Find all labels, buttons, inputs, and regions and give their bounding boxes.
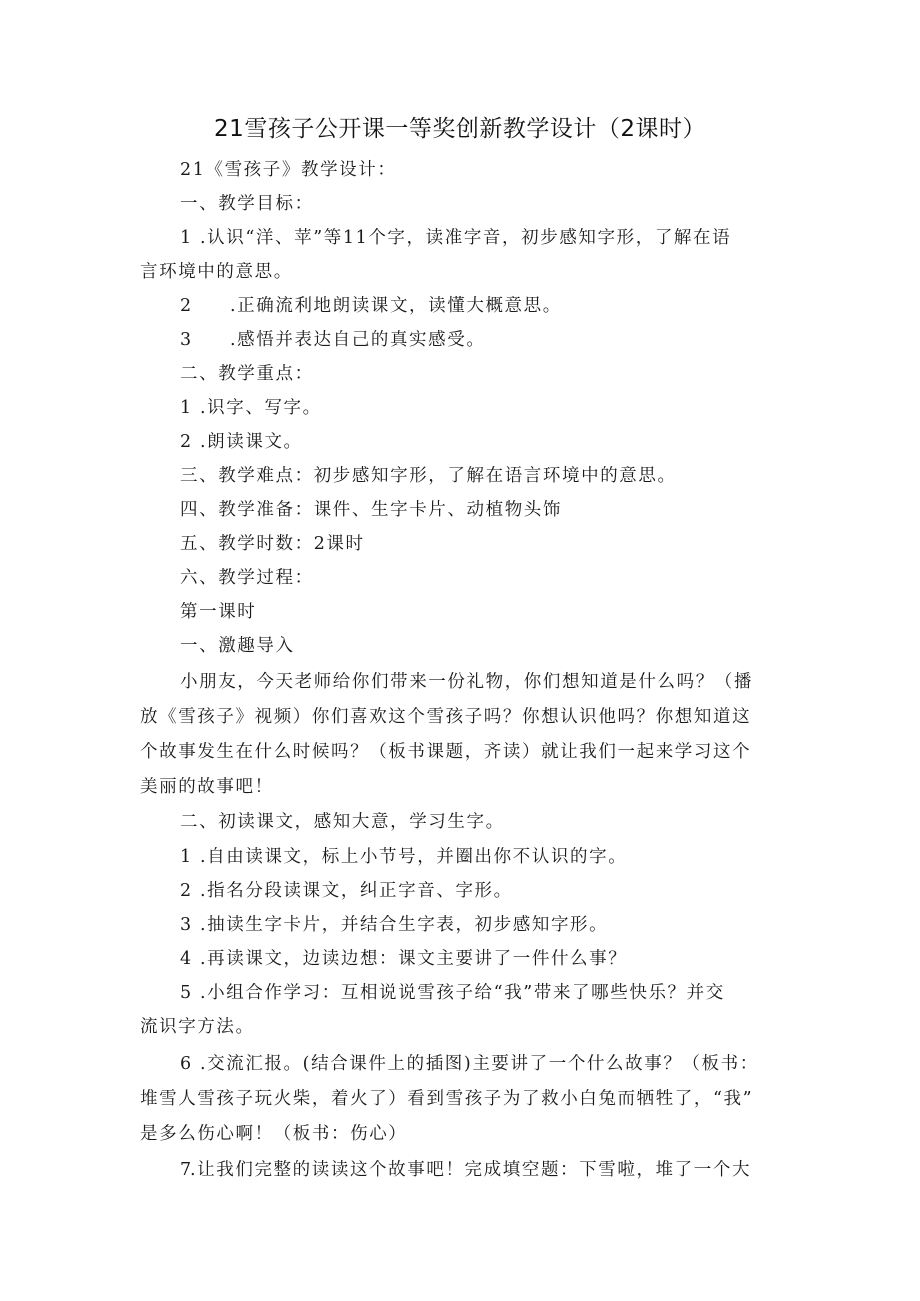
section-heading-key-points: 二、教学重点： (180, 364, 314, 384)
item-text: .认识“洋、苹”等11个字，读准字音，初步感知字形，了解在语 (200, 228, 732, 248)
paragraph-line: 小朋友，今天老师给你们带来一份礼物，你们想知道是什么吗？（播 (180, 672, 753, 692)
step-item-4 (180, 945, 627, 970)
objective-item-1 (180, 224, 731, 249)
step-item-3 (180, 911, 608, 936)
item-text: .小组合作学习：互相说说雪孩子给“我”带来了哪些快乐？并交 (200, 983, 725, 1003)
step-item-1 (180, 843, 627, 868)
step-item-6-continued: 是多么伤心啊！（板书：伤心） (140, 1124, 408, 1144)
objective-item-3 (180, 326, 485, 351)
step-item-5 (180, 979, 725, 1004)
item-text: .识字、写字。 (200, 398, 322, 418)
paragraph-line: 个故事发生在什么时候吗？（板书课题，齐读）就让我们一起来学习这个 (140, 742, 752, 762)
section-process: 六、教学过程： (180, 568, 314, 588)
item-text: .抽读生字卡片，并结合生字表，初步感知字形。 (200, 915, 609, 935)
document-subtitle: 21《雪孩子》教学设计： (180, 160, 397, 180)
item-number: 7 (180, 1160, 193, 1180)
step-item-2 (180, 877, 513, 902)
item-number: 5 (180, 983, 193, 1003)
part-heading-first-reading: 二、初读课文，感知大意，学习生字。 (180, 812, 505, 832)
paragraph-line: 美丽的故事吧！ (140, 777, 274, 797)
item-number: 2 (180, 432, 193, 452)
section-heading-objectives: 一、教学目标： (180, 194, 314, 214)
part-heading-intro: 一、激趣导入 (180, 636, 295, 656)
objective-item-1-continued: 言环境中的意思。 (140, 262, 293, 282)
item-text: .正确流利地朗读课文，读懂大概意思。 (230, 296, 562, 316)
item-number: 1 (180, 228, 193, 248)
paragraph-line: 放《雪孩子》视频）你们喜欢这个雪孩子吗？你想认识他吗？你想知道这 (140, 707, 752, 727)
lesson-heading: 第一课时 (180, 602, 257, 622)
step-item-6 (180, 1050, 759, 1075)
item-number: 1 (180, 398, 193, 418)
key-point-item-2 (180, 428, 303, 453)
item-text: .自由读课文，标上小节号，并圈出你不认识的字。 (200, 847, 628, 867)
item-number: 2 (180, 881, 193, 901)
item-number: 6 (180, 1054, 193, 1074)
item-number: 2 (180, 296, 193, 316)
step-item-5-continued: 流识字方法。 (140, 1017, 255, 1037)
item-text: .感悟并表达自己的真实感受。 (230, 330, 486, 350)
item-number: 3 (180, 915, 193, 935)
item-number: 3 (180, 330, 193, 350)
item-number: 4 (180, 949, 193, 969)
document-title: 21雪孩子公开课一等奖创新教学设计（2课时） (214, 116, 706, 142)
item-text: .朗读课文。 (200, 432, 303, 452)
section-duration: 五、教学时数：2课时 (180, 534, 365, 554)
item-number: 1 (180, 847, 193, 867)
item-text: .再读课文，边读边想：课文主要讲了一件什么事？ (200, 949, 628, 969)
item-text: .交流汇报。(结合课件上的插图)主要讲了一个什么故事？（板书： (200, 1054, 759, 1074)
section-difficulties: 三、教学难点：初步感知字形，了解在语言环境中的意思。 (180, 466, 677, 486)
section-preparation: 四、教学准备：课件、生字卡片、动植物头饰 (180, 500, 562, 520)
step-item-6-continued: 堆雪人雪孩子玩火柴，着火了）看到雪孩子为了救小白兔而牺牲了，“我” (140, 1089, 754, 1109)
step-item-7 (180, 1156, 751, 1181)
objective-item-2 (180, 292, 562, 317)
item-text: .指名分段读课文，纠正字音、字形。 (200, 881, 513, 901)
key-point-item-1 (180, 394, 322, 419)
item-text: .让我们完整的读读这个故事吧！完成填空题：下雪啦，堆了一个大 (190, 1160, 752, 1180)
